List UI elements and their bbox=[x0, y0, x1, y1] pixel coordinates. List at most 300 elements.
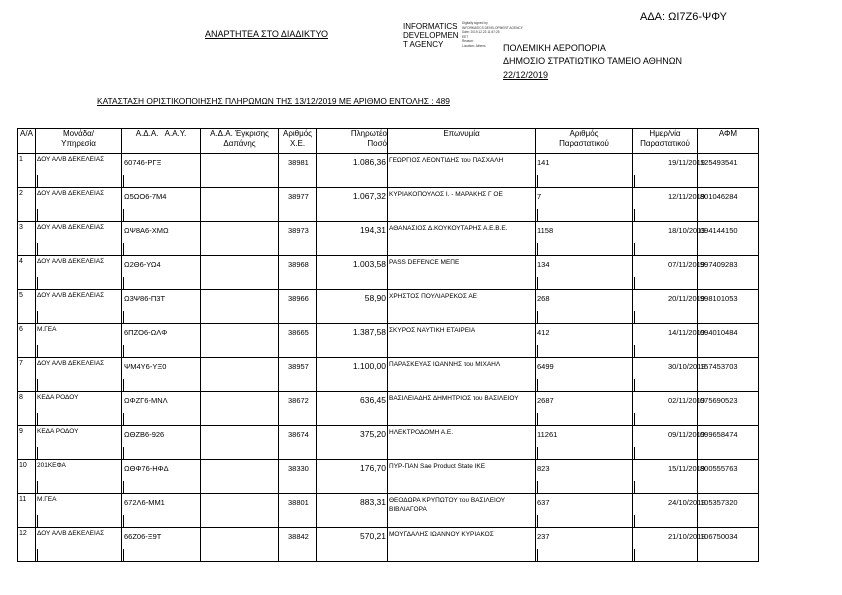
row-number-text: 6 bbox=[19, 326, 23, 333]
xe-number-cell bbox=[279, 358, 317, 392]
cell-divider-mark bbox=[634, 481, 635, 493]
cell-divider-mark bbox=[634, 515, 635, 527]
cell-divider-mark bbox=[123, 447, 124, 459]
invoice-number-cell bbox=[536, 154, 633, 188]
xe-number-cell-text: 38672 bbox=[288, 396, 309, 405]
cell-divider-mark bbox=[634, 345, 635, 357]
table-header-row bbox=[18, 129, 759, 154]
row-number-text: 8 bbox=[19, 394, 23, 401]
row-number bbox=[18, 392, 36, 426]
row-number-text: 10 bbox=[19, 462, 27, 469]
tax-id-cell-text: 998101053 bbox=[700, 294, 738, 303]
document-title: ΚΑΤΑΣΤΑΣΗ ΟΡΙΣΤΙΚΟΠΟΙΗΣΗΣ ΠΛΗΡΩΜΩΝ ΤΗΣ 13/12/2019 ΜΕ ΑΡΙΘΜΟ ΕΝΤΟΛΗΣ : 489 bbox=[97, 96, 450, 106]
row-number-text: 9 bbox=[19, 428, 23, 435]
col-header-par-num: Αριθμός Παραστατικού bbox=[536, 129, 633, 154]
tax-id-cell bbox=[698, 256, 759, 290]
ada-code: ΑΔΑ: ΩΙ7Ζ6-ΨΦΥ bbox=[640, 11, 727, 23]
col-header-amount: Πληρωτέο Ποσό bbox=[317, 129, 388, 154]
row-number-text: 11 bbox=[19, 496, 27, 503]
ada-cell-text: 6ΠΖΟ6-ΩΛΦ bbox=[124, 328, 168, 337]
amount-cell bbox=[317, 494, 388, 528]
tax-id-cell-text: 125493541 bbox=[700, 158, 738, 167]
amount-cell-text: 1.086,36 bbox=[352, 157, 386, 167]
cell-divider-mark bbox=[37, 447, 38, 459]
xe-number-cell bbox=[279, 460, 317, 494]
cell-divider-mark bbox=[537, 277, 538, 289]
ada-cell bbox=[122, 358, 201, 392]
tax-id-cell bbox=[698, 494, 759, 528]
cell-divider-mark bbox=[37, 549, 38, 561]
ada-cell-text: ΩΦΖΓ6-ΜΝΛ bbox=[124, 396, 168, 405]
row-number bbox=[18, 290, 36, 324]
cell-divider-mark bbox=[123, 277, 124, 289]
invoice-date-cell-text: 19/11/2019 bbox=[668, 158, 705, 167]
company-name-cell bbox=[388, 290, 536, 324]
unit-cell bbox=[36, 494, 122, 528]
invoice-date-cell bbox=[633, 290, 705, 324]
amount-cell-text: 570,21 bbox=[360, 531, 386, 541]
ada-cell bbox=[122, 528, 201, 562]
amount-cell bbox=[317, 188, 388, 222]
tax-id-cell bbox=[698, 188, 759, 222]
cell-divider-mark bbox=[634, 311, 635, 323]
col-header-afm: ΑΦΜ bbox=[698, 129, 759, 154]
tax-id-cell bbox=[698, 290, 759, 324]
col-header-xe: Αριθμός Χ.Ε. bbox=[279, 129, 317, 154]
company-name-cell bbox=[388, 188, 536, 222]
unit-cell bbox=[36, 154, 122, 188]
cell-divider-mark bbox=[634, 447, 635, 459]
invoice-date-cell bbox=[633, 460, 705, 494]
ada-cell bbox=[122, 222, 201, 256]
amount-cell-text: 375,20 bbox=[360, 429, 386, 439]
row-number-text: 7 bbox=[19, 360, 23, 367]
amount-cell-text: 1.003,58 bbox=[352, 259, 386, 269]
unit-cell bbox=[36, 528, 122, 562]
tax-id-cell-text: 157453703 bbox=[700, 362, 738, 371]
col-header-unit: Μονάδα/ Υπηρεσία bbox=[36, 129, 122, 154]
invoice-number-cell bbox=[536, 392, 633, 426]
cell-divider-mark bbox=[37, 209, 38, 221]
cell-divider-mark bbox=[37, 481, 38, 493]
xe-number-cell bbox=[279, 392, 317, 426]
cell-divider-mark bbox=[37, 413, 38, 425]
table-row bbox=[18, 392, 759, 426]
row-number bbox=[18, 528, 36, 562]
invoice-number-cell-text: 823 bbox=[537, 464, 550, 473]
invoice-date-cell-text: 12/11/2019 bbox=[668, 192, 705, 201]
cell-divider-mark bbox=[123, 311, 124, 323]
xe-number-cell bbox=[279, 222, 317, 256]
ada-cell-text: ΩΘΦ76-ΗΦΔ bbox=[124, 464, 169, 473]
cell-divider-mark bbox=[537, 175, 538, 187]
publish-note: ΑΝΑΡΤΗΤΕΑ ΣΤΟ ΔΙΑΔΙΚΤΥΟ bbox=[205, 29, 328, 39]
company-name-cell-text: ΣΚΥΡΟΣ ΝΑΥΤΙΚΗ ΕΤΑΙΡΕΙΑ bbox=[389, 327, 476, 334]
ada-cell-text: Ω2Θ6-ΥΩ4 bbox=[124, 260, 161, 269]
ada-cell bbox=[122, 290, 201, 324]
cell-divider-mark bbox=[537, 515, 538, 527]
invoice-date-cell-text: 24/10/2019 bbox=[668, 498, 706, 507]
invoice-date-cell-text: 15/11/2019 bbox=[668, 464, 705, 473]
cell-divider-mark bbox=[537, 481, 538, 493]
col-header-ada: Α.Δ.Α. Α.Α.Υ. bbox=[122, 129, 201, 154]
cell-divider-mark bbox=[123, 549, 124, 561]
invoice-number-cell-text: 412 bbox=[537, 328, 550, 337]
cell-divider-mark bbox=[37, 243, 38, 255]
company-name-cell bbox=[388, 222, 536, 256]
unit-cell-text: ΔΟΥ ΑΛ/Β ΔΕΚΕΛΕΙΑΣ bbox=[37, 156, 105, 163]
table-row bbox=[18, 188, 759, 222]
amount-cell-text: 1.067,32 bbox=[352, 191, 386, 201]
cell-divider-mark bbox=[537, 209, 538, 221]
tax-id-cell bbox=[698, 426, 759, 460]
invoice-date-cell-text: 20/11/2019 bbox=[668, 294, 705, 303]
table-row bbox=[18, 426, 759, 460]
company-name-cell-text: ΗΛΕΚΤΡΟΔΟΜΗ Α.Ε. bbox=[389, 429, 454, 436]
invoice-date-cell bbox=[633, 358, 706, 392]
ada-approval-cell bbox=[201, 528, 279, 562]
amount-cell bbox=[317, 358, 388, 392]
company-name-cell bbox=[388, 426, 536, 460]
table-row bbox=[18, 222, 759, 256]
company-name-cell bbox=[388, 460, 536, 494]
table-row bbox=[18, 290, 759, 324]
company-name-cell-text: ΑΘΑΝΑΣΙΟΣ Δ.ΚΟΥΚΟΥΤΑΡΗΣ Α.Ε.Β.Ε. bbox=[389, 225, 508, 232]
amount-cell-text: 58,90 bbox=[364, 293, 386, 303]
tax-id-cell-text: 106750034 bbox=[700, 532, 738, 541]
invoice-date-cell bbox=[633, 494, 706, 528]
digital-signature-label: INFORMATICS DEVELOPMEN T AGENCY bbox=[403, 22, 459, 49]
row-number-text: 1 bbox=[19, 156, 23, 163]
company-name-cell-text: ΜΟΥΓΔΑΛΗΣ ΙΩΑΝΝΟΥ ΚΥΡΙΑΚΟΣ bbox=[389, 531, 494, 538]
ada-cell-text: Ω3Ψ86-Π3Τ bbox=[124, 294, 166, 303]
company-name-cell bbox=[388, 358, 536, 392]
invoice-date-cell-text: 21/10/2019 bbox=[668, 532, 706, 541]
amount-cell bbox=[317, 392, 388, 426]
xe-number-cell bbox=[279, 494, 317, 528]
ada-cell-text: ΩΘΖΒ6-926 bbox=[124, 430, 165, 439]
xe-number-cell-text: 38330 bbox=[288, 464, 309, 473]
tax-id-cell bbox=[698, 154, 759, 188]
ada-cell bbox=[122, 460, 201, 494]
invoice-number-cell-text: 237 bbox=[537, 532, 550, 541]
amount-cell-text: 194,31 bbox=[360, 225, 386, 235]
cell-divider-mark bbox=[634, 243, 635, 255]
ada-cell bbox=[122, 188, 201, 222]
ada-cell bbox=[122, 392, 201, 426]
amount-cell-text: 883,31 bbox=[360, 497, 386, 507]
tax-id-cell-text: 099658474 bbox=[700, 430, 738, 439]
col-header-par-date: Ημερ/νία Παραστατικού bbox=[633, 129, 698, 154]
organization-department: ΔΗΜΟΣΙΟ ΣΤΡΑΤΙΩΤΙΚΟ ΤΑΜΕΙΟ ΑΘΗΝΩΝ bbox=[503, 56, 682, 66]
invoice-date-cell bbox=[633, 154, 705, 188]
unit-cell bbox=[36, 222, 122, 256]
invoice-date-cell bbox=[633, 426, 705, 460]
cell-divider-mark bbox=[123, 243, 124, 255]
invoice-number-cell-text: 6499 bbox=[537, 362, 554, 371]
amount-cell bbox=[317, 528, 388, 562]
cell-divider-mark bbox=[123, 515, 124, 527]
unit-cell-text: 201ΚΕΦΑ bbox=[37, 462, 66, 469]
cell-divider-mark bbox=[123, 379, 124, 391]
xe-number-cell bbox=[279, 324, 317, 358]
row-number-text: 3 bbox=[19, 224, 23, 231]
row-number bbox=[18, 188, 36, 222]
company-name-cell-text: ΧΡΗΣΤΟΣ ΠΟΥΛΙΑΡΕΚΟΣ ΑΕ bbox=[389, 293, 477, 300]
ada-cell bbox=[122, 256, 201, 290]
ada-approval-cell bbox=[201, 188, 279, 222]
tax-id-cell bbox=[698, 528, 759, 562]
amount-cell bbox=[317, 222, 388, 256]
xe-number-cell bbox=[279, 290, 317, 324]
cell-divider-mark bbox=[537, 549, 538, 561]
unit-cell bbox=[36, 426, 122, 460]
unit-cell-text: ΔΟΥ ΑΛ/Β ΔΕΚΕΛΕΙΑΣ bbox=[37, 360, 105, 367]
row-number bbox=[18, 324, 36, 358]
ada-approval-cell bbox=[201, 358, 279, 392]
cell-divider-mark bbox=[537, 447, 538, 459]
invoice-number-cell bbox=[536, 256, 633, 290]
unit-cell bbox=[36, 358, 122, 392]
unit-cell-text: ΔΟΥ ΑΛ/Β ΔΕΚΕΛΕΙΑΣ bbox=[37, 224, 105, 231]
invoice-number-cell bbox=[536, 426, 633, 460]
unit-cell-text: ΔΟΥ ΑΛ/Β ΔΕΚΕΛΕΙΑΣ bbox=[37, 530, 105, 537]
xe-number-cell-text: 38842 bbox=[288, 532, 309, 541]
cell-divider-mark bbox=[537, 413, 538, 425]
row-number-text: 12 bbox=[19, 530, 27, 537]
unit-cell-text: ΔΟΥ ΑΛ/Β ΔΕΚΕΛΕΙΑΣ bbox=[37, 258, 105, 265]
amount-cell bbox=[317, 256, 388, 290]
amount-cell-text: 636,45 bbox=[360, 395, 386, 405]
xe-number-cell-text: 38801 bbox=[288, 498, 309, 507]
cell-divider-mark bbox=[537, 311, 538, 323]
cell-divider-mark bbox=[123, 209, 124, 221]
invoice-number-cell bbox=[536, 324, 633, 358]
tax-id-cell-text: 094010484 bbox=[700, 328, 738, 337]
ada-cell-text: 672Λ6-ΜΜ1 bbox=[124, 498, 165, 507]
invoice-number-cell-text: 141 bbox=[537, 158, 550, 167]
invoice-number-cell-text: 2687 bbox=[537, 396, 554, 405]
table-row bbox=[18, 324, 759, 358]
ada-cell-text: ΨΜ4Υ6-ΥΞ0 bbox=[124, 362, 167, 371]
company-name-cell bbox=[388, 392, 536, 426]
cell-divider-mark bbox=[123, 175, 124, 187]
tax-id-cell bbox=[698, 392, 759, 426]
xe-number-cell-text: 38674 bbox=[288, 430, 309, 439]
row-number-text: 5 bbox=[19, 292, 23, 299]
ada-approval-cell bbox=[201, 494, 279, 528]
ada-cell bbox=[122, 154, 201, 188]
xe-number-cell-text: 38968 bbox=[288, 260, 309, 269]
organization-name: ΠΟΛΕΜΙΚΗ ΑΕΡΟΠΟΡΙΑ bbox=[503, 43, 606, 53]
ada-cell-text: Ω5ΩΟ6-7Μ4 bbox=[124, 192, 167, 201]
unit-cell bbox=[36, 392, 122, 426]
row-number bbox=[18, 154, 36, 188]
tax-id-cell-text: 801046284 bbox=[700, 192, 738, 201]
cell-divider-mark bbox=[37, 277, 38, 289]
col-header-ada-approval: Α.Δ.Α. Έγκρισης Δαπάνης bbox=[201, 129, 279, 154]
tax-id-cell-text: 094144150 bbox=[700, 226, 738, 235]
invoice-date-cell-text: 02/11/2019 bbox=[668, 396, 705, 405]
invoice-number-cell bbox=[536, 188, 633, 222]
unit-cell bbox=[36, 290, 122, 324]
invoice-number-cell-text: 7 bbox=[537, 192, 542, 201]
cell-divider-mark bbox=[37, 379, 38, 391]
cell-divider-mark bbox=[634, 379, 635, 391]
tax-id-cell bbox=[698, 222, 759, 256]
xe-number-cell bbox=[279, 426, 317, 460]
company-name-cell-text: ΠΥΡ-ΠΑΝ Sae Product State IKE bbox=[389, 463, 486, 470]
row-number bbox=[18, 358, 36, 392]
company-name-cell bbox=[388, 256, 536, 290]
invoice-date-cell bbox=[633, 222, 706, 256]
table-row bbox=[18, 358, 759, 392]
table-row bbox=[18, 154, 759, 188]
row-number-text: 4 bbox=[19, 258, 23, 265]
invoice-date-cell bbox=[633, 256, 705, 290]
ada-cell bbox=[122, 324, 201, 358]
invoice-number-cell-text: 268 bbox=[537, 294, 550, 303]
xe-number-cell bbox=[279, 528, 317, 562]
digital-signature-detail: Digitally signed by INFORMATICS DEVELOPMENT AGENCY Date: 2019.12.23 11:57:25 EET Reason: Location: Athens bbox=[462, 21, 523, 48]
xe-number-cell bbox=[279, 256, 317, 290]
cell-divider-mark bbox=[634, 277, 635, 289]
ada-cell bbox=[122, 494, 201, 528]
row-number bbox=[18, 460, 36, 494]
cell-divider-mark bbox=[537, 379, 538, 391]
cell-divider-mark bbox=[537, 345, 538, 357]
xe-number-cell-text: 38981 bbox=[288, 158, 309, 167]
ada-cell-text: ΩΨ8Α6-ΧΜΩ bbox=[124, 226, 169, 235]
document-date: 22/12/2019 bbox=[503, 70, 549, 80]
cell-divider-mark bbox=[634, 413, 635, 425]
table-row bbox=[18, 528, 759, 562]
ada-approval-cell bbox=[201, 460, 279, 494]
unit-cell-text: ΚΕΔΑ ΡΟΔΟΥ bbox=[37, 428, 79, 435]
invoice-number-cell-text: 637 bbox=[537, 498, 550, 507]
cell-divider-mark bbox=[37, 175, 38, 187]
amount-cell bbox=[317, 154, 388, 188]
ada-cell-text: 66Ζ06-Ξ9Τ bbox=[124, 532, 162, 541]
company-name-cell bbox=[388, 324, 536, 358]
invoice-number-cell bbox=[536, 358, 633, 392]
xe-number-cell bbox=[279, 154, 317, 188]
unit-cell bbox=[36, 460, 122, 494]
row-number bbox=[18, 426, 36, 460]
ada-approval-cell bbox=[201, 256, 279, 290]
invoice-date-cell-text: 09/11/2019 bbox=[668, 430, 705, 439]
cell-divider-mark bbox=[634, 175, 635, 187]
tax-id-cell-text: 997409283 bbox=[700, 260, 738, 269]
cell-divider-mark bbox=[634, 549, 635, 561]
amount-cell-text: 176,70 bbox=[360, 463, 386, 473]
ada-approval-cell bbox=[201, 290, 279, 324]
row-number-text: 2 bbox=[19, 190, 23, 197]
unit-cell-text: ΔΟΥ ΑΛ/Β ΔΕΚΕΛΕΙΑΣ bbox=[37, 292, 105, 299]
invoice-number-cell bbox=[536, 222, 633, 256]
amount-cell bbox=[317, 460, 388, 494]
company-name-cell bbox=[388, 154, 536, 188]
ada-cell-text: 60746-ΡΓΞ bbox=[124, 158, 162, 167]
ada-cell bbox=[122, 426, 201, 460]
invoice-number-cell-text: 134 bbox=[537, 260, 550, 269]
cell-divider-mark bbox=[634, 209, 635, 221]
tax-id-cell bbox=[698, 358, 759, 392]
invoice-date-cell bbox=[633, 324, 705, 358]
cell-divider-mark bbox=[37, 345, 38, 357]
cell-divider-mark bbox=[123, 481, 124, 493]
ada-approval-cell bbox=[201, 392, 279, 426]
company-name-cell-text: ΠΑΡΑΣΚΕΥΑΣ ΙΩΑΝΝΗΣ του ΜΙΧΑΗΛ bbox=[389, 361, 501, 368]
unit-cell-text: Μ.ΓΕΑ bbox=[37, 496, 57, 503]
amount-cell-text: 1.387,58 bbox=[352, 327, 386, 337]
unit-cell bbox=[36, 324, 122, 358]
table-row bbox=[18, 494, 759, 528]
col-header-name: Επωνυμία bbox=[388, 129, 536, 154]
xe-number-cell bbox=[279, 188, 317, 222]
invoice-date-cell-text: 07/11/2019 bbox=[668, 260, 705, 269]
company-name-cell bbox=[388, 528, 536, 562]
tax-id-cell bbox=[698, 460, 759, 494]
row-number bbox=[18, 222, 36, 256]
ada-approval-cell bbox=[201, 426, 279, 460]
company-name-cell-text: ΚΥΡΙΑΚΟΠΟΥΛΟΣ Ι. - ΜΑΡΑΚΗΣ Γ ΟΕ bbox=[389, 191, 503, 198]
unit-cell-text: ΔΟΥ ΑΛ/Β ΔΕΚΕΛΕΙΑΣ bbox=[37, 190, 105, 197]
xe-number-cell-text: 38973 bbox=[288, 226, 309, 235]
row-number bbox=[18, 256, 36, 290]
invoice-date-cell bbox=[633, 528, 706, 562]
company-name-cell bbox=[388, 494, 536, 528]
tax-id-cell-text: 075690523 bbox=[700, 396, 738, 405]
xe-number-cell-text: 38665 bbox=[288, 328, 309, 337]
table-row bbox=[18, 256, 759, 290]
tax-id-cell-text: 800555763 bbox=[700, 464, 738, 473]
tax-id-cell-text: 105357320 bbox=[700, 498, 738, 507]
invoice-date-cell bbox=[633, 188, 705, 222]
invoice-number-cell-text: 11261 bbox=[537, 430, 558, 439]
amount-cell-text: 1.100,00 bbox=[352, 361, 386, 371]
ada-approval-cell bbox=[201, 222, 279, 256]
unit-cell bbox=[36, 256, 122, 290]
cell-divider-mark bbox=[123, 413, 124, 425]
unit-cell bbox=[36, 188, 122, 222]
xe-number-cell-text: 38966 bbox=[288, 294, 309, 303]
invoice-number-cell bbox=[536, 460, 633, 494]
cell-divider-mark bbox=[37, 311, 38, 323]
unit-cell-text: ΚΕΔΑ ΡΟΔΟΥ bbox=[37, 394, 79, 401]
col-header-num: Α/Α bbox=[18, 129, 36, 154]
company-name-cell-text: ΘΕΟΔΩΡΑ ΚΡΥΠΩΤΟΥ του ΒΑΣΙΛΕΙΟΥ ΒΙΒΛΙΑΓΟΡΑ bbox=[389, 497, 505, 513]
invoice-date-cell-text: 14/11/2019 bbox=[668, 328, 705, 337]
company-name-cell-text: PASS DEFENCE ΜΕΠΕ bbox=[389, 259, 460, 266]
invoice-number-cell bbox=[536, 528, 633, 562]
cell-divider-mark bbox=[123, 345, 124, 357]
amount-cell bbox=[317, 290, 388, 324]
ada-approval-cell bbox=[201, 154, 279, 188]
table-row bbox=[18, 460, 759, 494]
cell-divider-mark bbox=[37, 515, 38, 527]
company-name-cell-text: ΒΑΣΙΛΕΙΑΔΗΣ ΔΗΜΗΤΡΙΟΣ του ΒΑΣΙΛΕΙΟΥ bbox=[389, 395, 519, 402]
invoice-date-cell bbox=[633, 392, 705, 426]
xe-number-cell-text: 38977 bbox=[288, 192, 309, 201]
cell-divider-mark bbox=[537, 243, 538, 255]
invoice-date-cell-text: 30/10/2019 bbox=[668, 362, 706, 371]
invoice-number-cell bbox=[536, 290, 633, 324]
ada-approval-cell bbox=[201, 324, 279, 358]
row-number bbox=[18, 494, 36, 528]
unit-cell-text: Μ.ΓΕΑ bbox=[37, 326, 57, 333]
invoice-number-cell bbox=[536, 494, 633, 528]
